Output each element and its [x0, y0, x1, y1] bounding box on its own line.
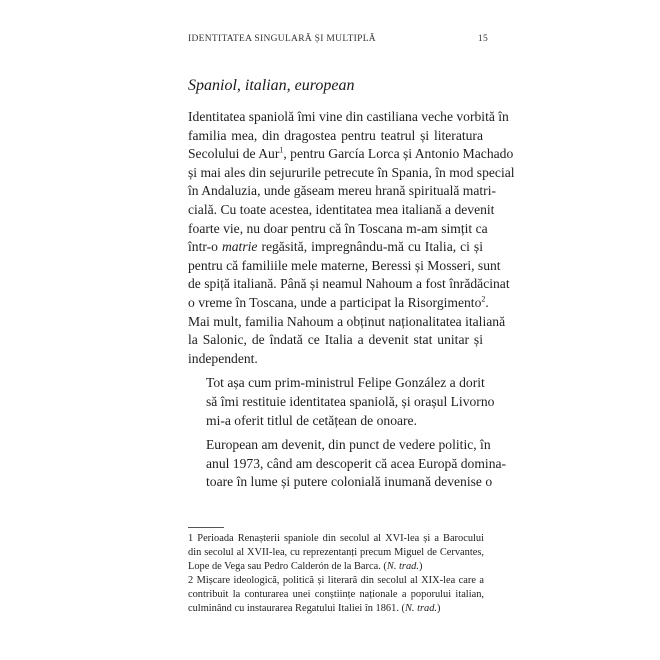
text-line: de spiță italiană. Până și neamul Nahoum a fost înrădăcinat	[188, 276, 510, 292]
text-line: Mai mult, familia Nahoum a obținut naționalitatea italiană	[188, 313, 506, 329]
page-number: 15	[477, 34, 488, 44]
text-line: în Andaluzia, unde găseam mereu hrană spirituală matri-	[188, 183, 497, 199]
text-line: la Salonic, de îndată ce Italia a devenit stat unitar și	[188, 332, 483, 348]
text-line: mi-a oferit titlul de cetățean de onoare.	[206, 412, 417, 428]
body-text	[188, 108, 515, 492]
text-line: anul 1973, când am descoperit că acea Europă domina-	[206, 455, 507, 471]
footnote-line: Lope de Vega sau Pedro Calderón de la Barca. (N. trad.)	[188, 561, 423, 572]
footnote-rule	[188, 527, 224, 528]
footnote-line: 2 Mișcare ideologică, politică și literară din secolul al XIX-lea care a	[188, 575, 484, 586]
paragraph-3	[188, 436, 507, 492]
footnote-2	[188, 574, 484, 616]
italic-term: matrie	[221, 239, 258, 255]
footnotes	[188, 532, 484, 616]
text-line: independent.	[188, 350, 258, 366]
footnote-line: 1 Perioada Renașterii spaniole din secolul al XVI-lea și a Barocului	[188, 533, 484, 544]
text-line: European am devenit, din punct de vedere politic, în	[206, 437, 491, 453]
text-line: pentru că familiile mele materne, Beressi și Mosseri, sunt	[188, 257, 501, 273]
text-line: cială. Cu toate acestea, identitatea mea italiană a devenit	[188, 201, 495, 217]
section-title: Spaniol, italian, european	[188, 77, 355, 94]
footnote-line: contribuit la conturarea unei conștiințe naționale a poporului italian,	[188, 589, 484, 600]
footnote-ref-2: 2	[481, 294, 486, 304]
text-line: familia mea, din dragostea pentru teatrul și literatura	[188, 127, 483, 143]
running-title: IDENTITATEA SINGULARĂ ȘI MULTIPLĂ	[188, 34, 376, 44]
text-line: toare în lume și putere colonială inumană devenise o	[206, 474, 493, 490]
running-header	[188, 34, 488, 48]
text-line: și mai ales din sejururile petrecute în Spania, în mod special	[188, 164, 515, 180]
paragraph-2	[188, 374, 495, 430]
paragraph-1	[188, 108, 515, 368]
text-line: Secolului de Aur$^1$, pentru García Lorca și Antonio Machado	[188, 145, 514, 162]
text-line: într-o matrie regăsită, impregnându-mă cu Italia, ci și	[188, 239, 484, 255]
footnote-line: culminând cu instaurarea Regatului Italiei în 1861. (N. trad.)	[188, 603, 441, 614]
translator-note: N. trad.	[386, 561, 419, 572]
text-line: foarte vie, nu doar pentru că în Toscana m-am simțit ca	[188, 220, 488, 236]
translator-note: N. trad.	[404, 603, 438, 614]
footnote-line: din secolul al XVII-lea, cu reprezentanți precum Miguel de Cervantes,	[188, 547, 484, 558]
text-line: Tot așa cum prim-ministrul Felipe González a dorit	[206, 375, 485, 391]
footnote-1	[188, 532, 484, 574]
footnote-ref-1: 1	[279, 145, 284, 155]
text-line: să îmi restituie identitatea spaniolă, și orașul Livorno	[206, 393, 495, 409]
text-line: Identitatea spaniolă îmi vine din castiliana veche vorbită în	[188, 109, 509, 124]
text-line: o vreme în Toscana, unde a participat la Risorgimento$^2$.	[188, 294, 489, 310]
